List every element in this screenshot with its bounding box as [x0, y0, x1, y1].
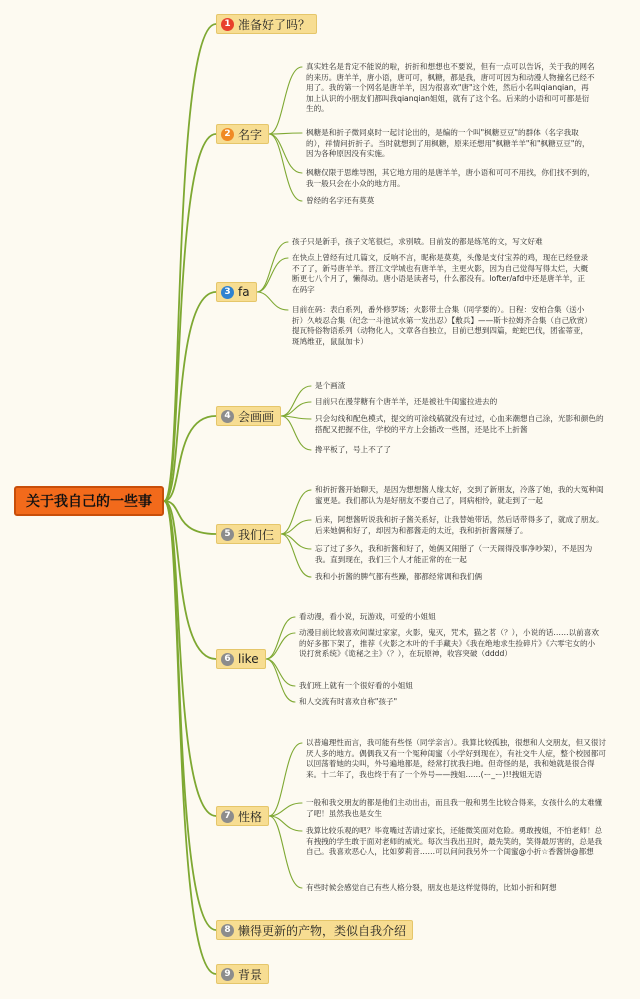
- leaf-text: 我和小折酱的脾气都有些躁，都都经常调和我们俩: [315, 572, 483, 581]
- number-badge-icon: 8: [221, 924, 234, 937]
- leaf-text: 后来，阿想酱听说我和折子酱关系好，让我替她带话，然后话带得多了，就成了朋友。后来她俩和好了，却因为和都酱走的太近，我和折折酱闹掰了。: [315, 515, 604, 535]
- connector-line: [281, 534, 311, 577]
- leaf-text: 看动漫，看小说，玩游戏，可爱的小姐姐: [299, 612, 436, 621]
- leaf-text: 和折折酱开始聊天，是因为想想酱人缘太好，交到了新朋友，冷落了她，我的大冤种闺蜜更是。我们都认为是好朋友不要自己了，同病相怜，就走到了一起: [315, 485, 604, 505]
- branch-label: 懒得更新的产物，类似自我介绍: [238, 923, 407, 938]
- branch-label: 我们仨: [238, 527, 275, 542]
- connector-line: [164, 24, 216, 501]
- root-topic[interactable]: 关于我自己的一些事: [14, 486, 164, 516]
- connector-line: [281, 490, 311, 534]
- leaf-text: 在快点上曾经有过几篇文，反响不言，昵称是莫莫，头像是支付宝养的鸡，现在已经登录不了了，新号唐羊羊。晋江文学城也有唐羊羊，主更火影，因为自己觉得写得太烂，大概断更七八个月了，懒得动。唐小语是读者号，什么都没有。lofter/afd中还是唐羊羊，正在码字: [292, 253, 589, 294]
- leaf-text: 搀平板了，号上不了了: [315, 445, 391, 454]
- leaf-text: 枫糖是和折子微同桌时一起讨论出的，是编的一个叫"枫糖豆豆"的群体（名字我取的），祥情问折折子。当时就想到了用枫糖，原来还想用"枫糖羊羊"和"枫糖豆豆"的，因为各种原因没有实施。: [306, 128, 590, 159]
- branch-label: 性格: [238, 809, 263, 824]
- leaf-text: 目前在码：表白系列，番外修罗场；火影带土合集（同学要的）。日程：安柏合集（送小折）久岐忍合集（纪念一斗池试水第一发出忍）【敷兵】——斯卡拉姆齐合集（自己欣赏）提瓦特俗物语系列（动物化人，文章各自独立，目前已想到四篇，蛇蛇巴伐，团雀蒂亚，斑鸠维亚，鼠鼠加卡）: [292, 305, 592, 346]
- branch-background[interactable]: [216, 964, 269, 984]
- branch-label: 背景: [238, 967, 263, 982]
- connector-line: [269, 803, 302, 816]
- leaf-text: 真实姓名是肯定不能说的啦，折折和想想也不要说，但有一点可以告诉，关于我的网名的来历。唐羊羊，唐小语，唐可可，枫糖，都是我，唐可可因为和动漫人物撞名已经不用了。我的第一个网名是唐羊羊，因为很喜欢"唐"这个姓，然后小名叫qianqian，再加上认识的小朋友们都叫我qianqian姐姐，就有了这个名。后来的小语和可可都是衍生的。: [306, 62, 595, 114]
- connector-line: [164, 501, 216, 930]
- branch-ready[interactable]: [216, 14, 317, 34]
- branch-personality[interactable]: [216, 806, 269, 826]
- leaf-text: 有些时候会感觉自己有些人格分裂，朋友也是这样觉得的，比如小折和阿想: [306, 883, 557, 892]
- connector-line: [269, 67, 302, 134]
- number-badge-icon: 9: [221, 968, 234, 981]
- connector-line: [266, 617, 295, 659]
- connector-line: [281, 402, 311, 416]
- number-badge-icon: 5: [221, 528, 234, 541]
- connector-line: [269, 134, 302, 173]
- number-badge-icon: 3: [221, 286, 234, 299]
- leaf-text: 一般和我交朋友的都是他们主动出击，而且我一般和男生比较合得来，女孩什么的太难懂了吧！虽然我也是女生: [306, 798, 603, 818]
- connector-line: [164, 501, 216, 974]
- number-badge-icon: 1: [221, 18, 234, 31]
- leaf-text: 和人交流有时喜欢自称"孩子": [299, 697, 398, 706]
- connector-line: [269, 816, 302, 831]
- connector-line: [281, 416, 311, 450]
- number-badge-icon: 7: [221, 810, 234, 823]
- connector-line: [269, 134, 302, 201]
- leaf-text: 只会勾线和配色模式，提交的可涂线稿就没有过过，心血来潮想自己涂，光影和颜色的搭配又把握不住，学校的平方上会插改一些图，还是比不上折酱: [315, 414, 604, 434]
- leaf-text: 目前只在漫芽糖有个唐羊羊，还是被社牛闺蜜拉进去的: [315, 397, 498, 406]
- leaf-text: 我们班上就有一个很好看的小姐姐: [299, 681, 413, 690]
- connector-line: [266, 633, 295, 659]
- connector-line: [257, 292, 288, 310]
- branch-drawing[interactable]: [216, 406, 281, 426]
- connector-line: [269, 133, 302, 134]
- branch-like[interactable]: [216, 649, 266, 669]
- number-badge-icon: 2: [221, 128, 234, 141]
- branch-name[interactable]: [216, 124, 269, 144]
- leaf-text: 曾经的名字还有莫莫: [306, 196, 375, 205]
- leaf-text: 枫糖仅限于思维导图，其它地方用的是唐羊羊，唐小语和可可不用找，你们找不到的，我一般只会在小众的地方用。: [306, 168, 595, 188]
- leaf-text: 忘了过了多久，我和折酱和好了，她俩又闹掰了（一天闹得没事净吵架），不是因为我。直到现在，我们三个人才能正常的在一起: [315, 544, 593, 564]
- branch-label: 会画画: [238, 409, 275, 424]
- number-badge-icon: 6: [221, 653, 234, 666]
- connector-line: [164, 134, 216, 501]
- branch-label: like: [238, 652, 259, 666]
- leaf-text: 我算比较乐观的吧？毕竟嘴过苦请过家长，还能微笑面对危险。勇敢拽姐，不怕老师！总有拽拽的学生敢于面对老师的威光。每次当我出丑时，最先笑的，笑得最厉害的，总是我自己。我喜欢恶心人，比如萝莉音……可以问问我另外一个闺蜜@小折☆香酱饼@都想: [306, 826, 603, 857]
- leaf-text: 动漫目前比较喜欢间谍过家家，火影，鬼灭，咒术，猫之茗（？），小说的话……以前喜欢的好多都下架了，推荐《火影之木叶的千手藏夫》《我在绝地求生捡碎片》《六零宅女的小说打赏系统》《诡秘之主》（？），在玩原神，收容突破（dddd）: [299, 628, 599, 659]
- leaf-text: 是个画渣: [315, 381, 346, 390]
- connector-line: [269, 816, 302, 888]
- branch-label: 名字: [238, 127, 263, 142]
- branch-lazy-update[interactable]: [216, 920, 413, 940]
- branch-fa[interactable]: [216, 282, 257, 302]
- connector-line: [266, 659, 295, 702]
- connector-line: [281, 386, 311, 416]
- branch-three-of-us[interactable]: [216, 524, 281, 544]
- leaf-text: 孩子只是新手，孩子文笔很烂，求别喷。目前发的都是练笔的文，写文好难: [292, 237, 543, 246]
- leaf-text: 以普遍理性而言，我可能有些怪（同学亲言）。我算比较孤独，很想和人交朋友，但又很讨厌人多的地方。偶偶我又有一个冤种闺蜜（小学好到现在），有社交牛人症，整个校园都可以回荡着她的尖叫，外号遍地都是，经常打扰我扫地。但奇怪的是，我和她就是很合得来。十二年了，我也终于有了一个外号——拽姐……(ー_ー)!!拽姐无语: [306, 738, 606, 779]
- branch-label: 准备好了吗？: [238, 17, 311, 32]
- branch-label: fa: [238, 285, 250, 299]
- connector-line: [269, 743, 302, 816]
- connector-line: [257, 242, 288, 292]
- number-badge-icon: 4: [221, 410, 234, 423]
